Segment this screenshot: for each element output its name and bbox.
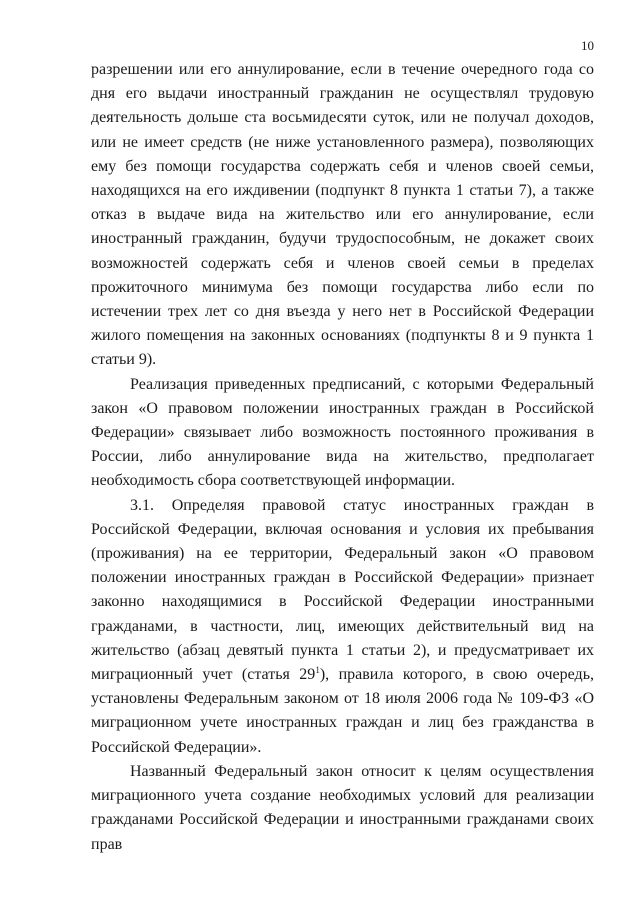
superscript-note: 1 (315, 665, 320, 676)
paragraph-continuation: разрешении или его аннулирование, если в течение очередного года со дня его выдачи иностранный гражданин не осуществлял трудовую деятельность дольше ста восьмидесяти суток, или не получал доходов, или не имеет средств (не ниже установленного размера), позволяющих ему без помощи государства содержать себя и членов своей семьи, находящихся на его иждивении (подпункт 8 пункта 1 статьи 7), а также отказ в выдаче вида на жительство или его аннулирование, если иностранный гражданин, будучи трудоспособным, не докажет своих возможностей содержать себя и членов своей семьи в пределах прожиточного минимума без помощи государства либо если по истечении трех лет со дня въезда у него нет в Российской Федерации жилого помещения на законных основаниях (подпункты 8 и 9 пункта 1 статьи 9). (91, 61, 594, 369)
paragraph-text-part: ), правила которого, в свою очередь, установлены Федеральным законом от 18 июля 2006 года № 109-ФЗ «О миграционном учете иностранных граждан и лиц без гражданства в Российской Федерации». (91, 666, 594, 756)
paragraph-section-3-1 (91, 494, 594, 760)
paragraph-migration-goals: Названный Федеральный закон относит к целям осуществления миграционного учета создание необходимых условий для реализации гражданами Российской Федерации и иностранными гражданами своих прав (91, 762, 594, 853)
page-number: 10 (581, 38, 594, 53)
document-body (91, 58, 594, 857)
paragraph-text-part: 3.1. Определяя правовой статус иностранных граждан в Российской Федерации, включая основания и условия их пребывания (проживания) на ее территории, Федеральный закон «О правовом положении иностранных граждан в Российской Федерации» признает законно находящимися в Российской Федерации иностранными гражданами, в частности, лиц, имеющих действительный вид на жительство (абзац девятый пункта 1 статьи 2), и предусматривает их миграционный учет (статья 29 (91, 496, 594, 684)
paragraph-implementation: Реализация приведенных предписаний, с которыми Федеральный закон «О правовом положении иностранных граждан в Российской Федерации» связывает либо возможность постоянного проживания в России, либо аннулирование вида на жительство, предполагает необходимость сбора соответствующей информации. (91, 375, 594, 490)
